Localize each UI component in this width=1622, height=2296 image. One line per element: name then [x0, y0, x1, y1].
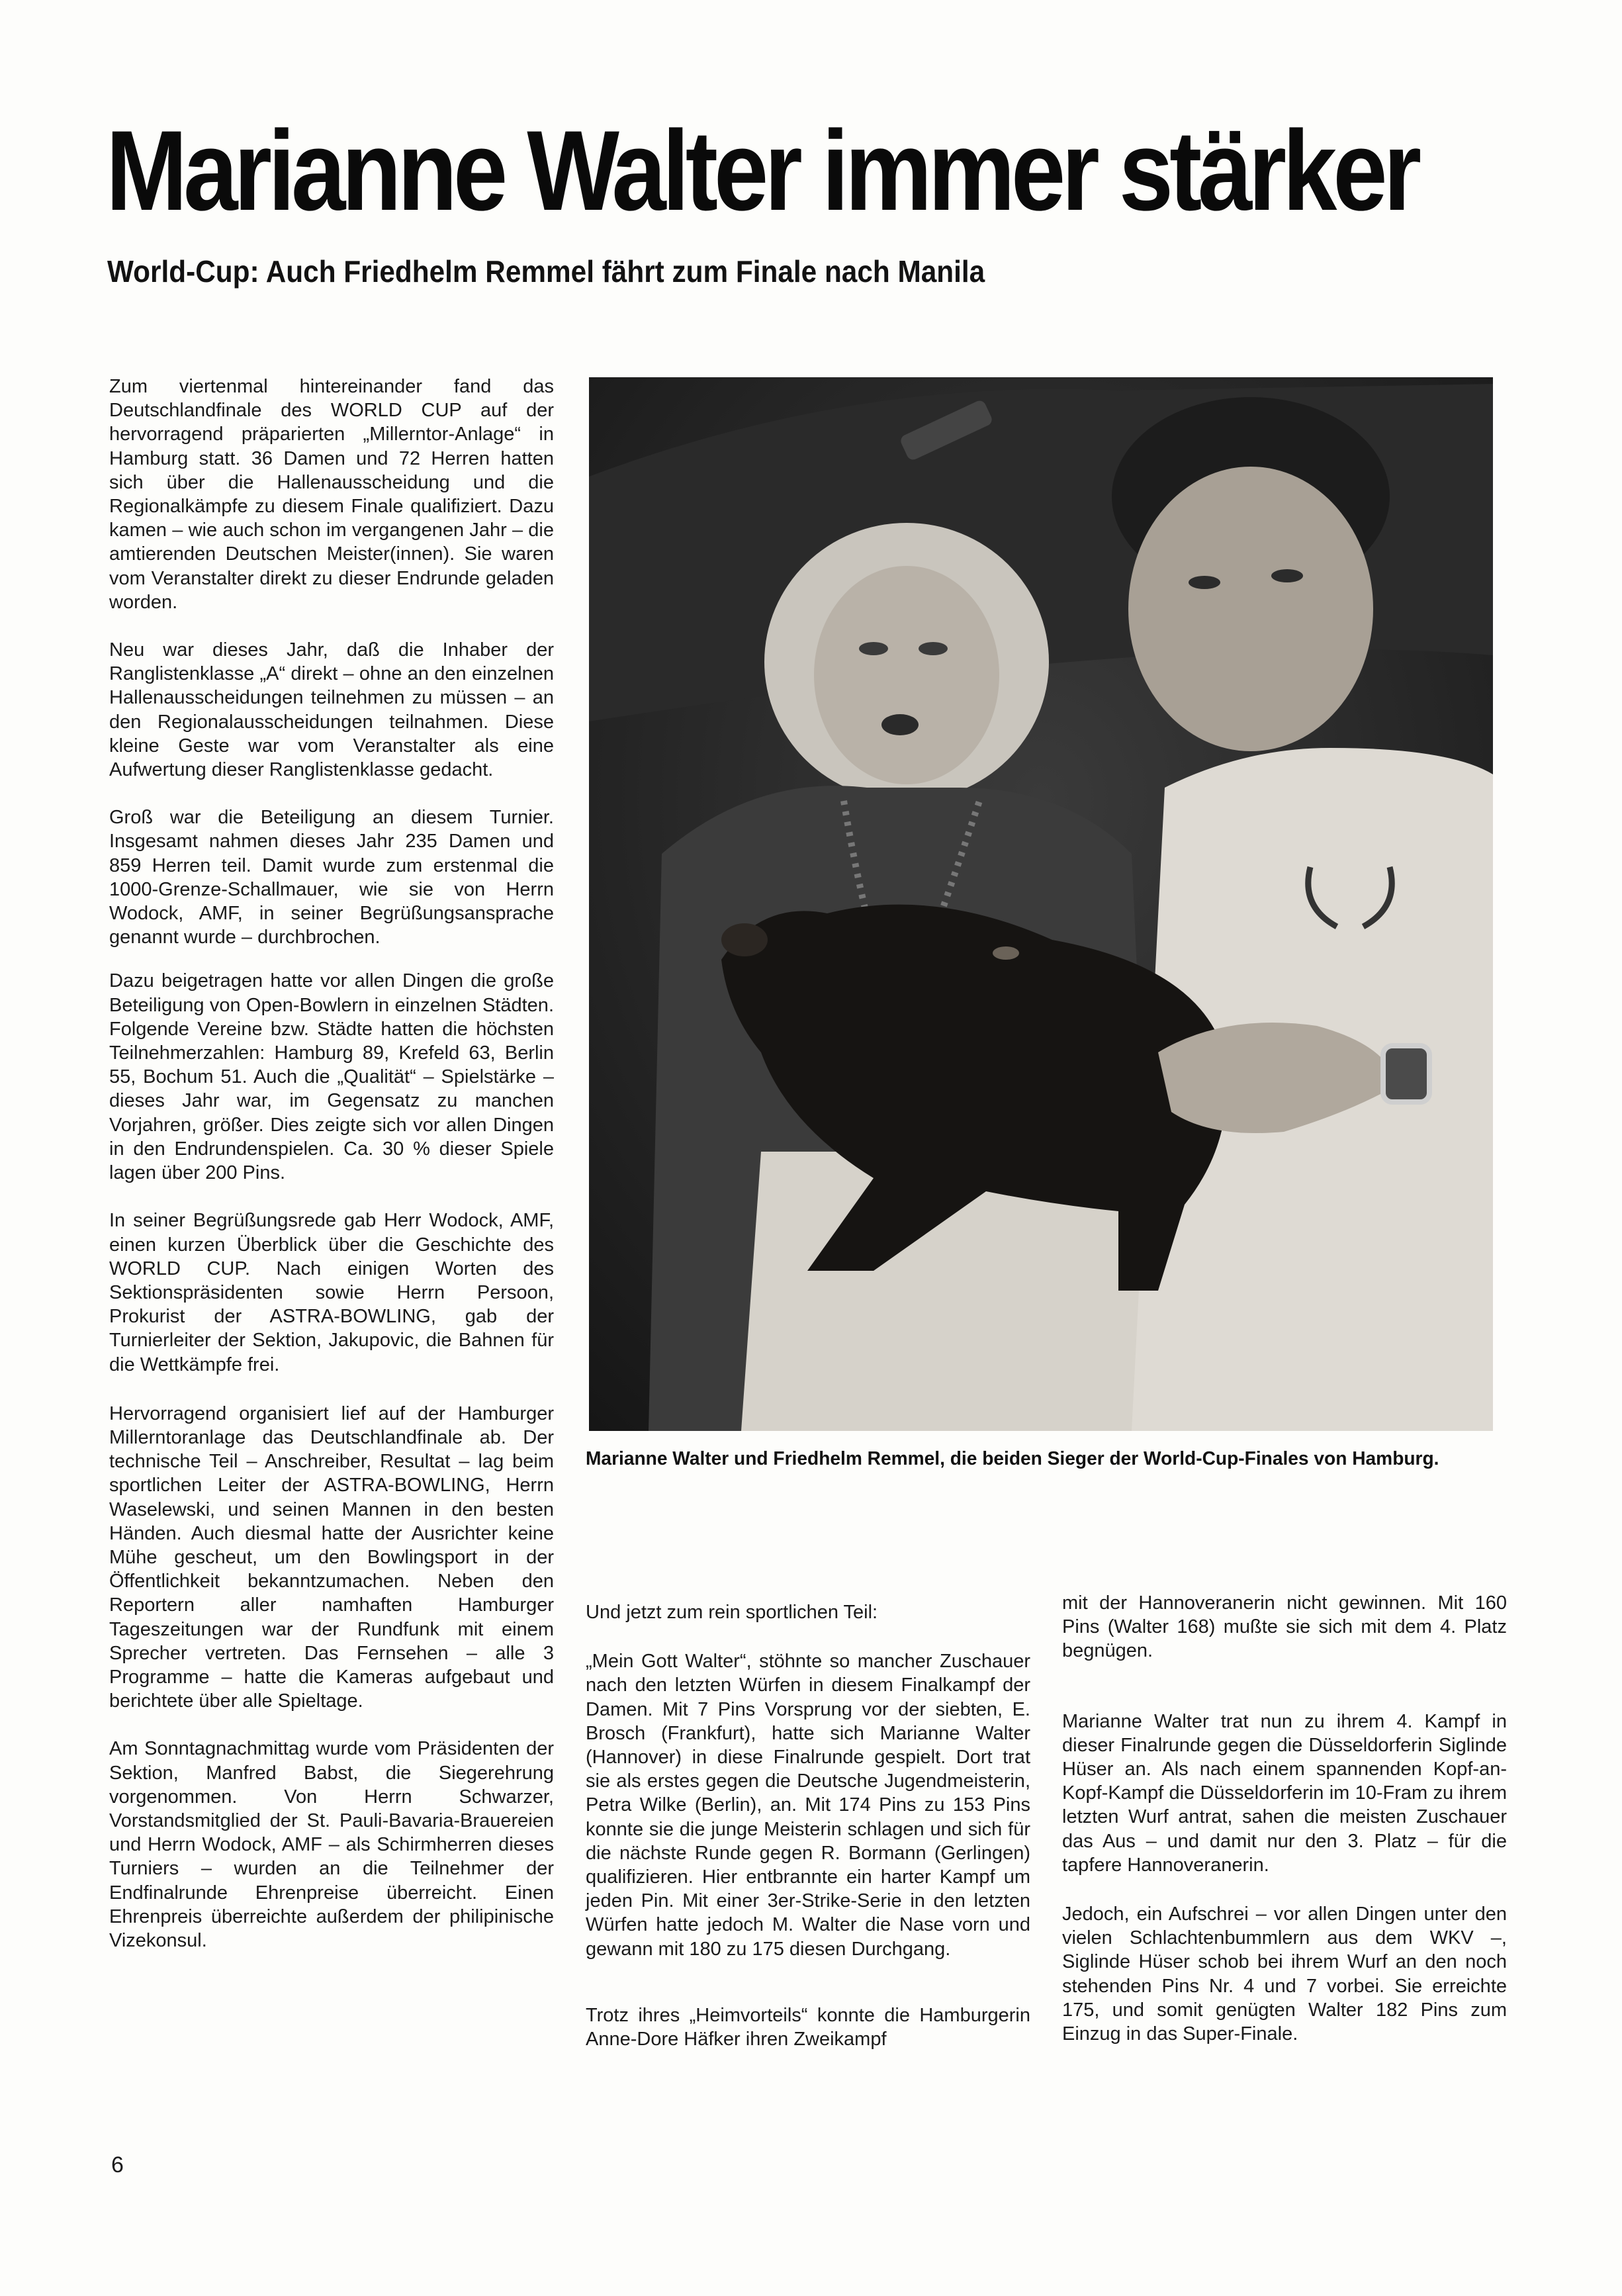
- paragraph: Am Sonntagnachmittag wurde vom Präsidenten der Sektion, Manfred Babst, die Siegerehrung vorgenommen. Von Herrn Schwarzer, Vorstandsmitglied der St. Pauli-Bavaria-Brauereien und Herrn Wodock, AMF – als Schirmherren dieses Turniers – wurden an die Teilnehmer der Endfinalrunde Ehrenpreise überreicht. Einen Ehrenpreis überreichte außerdem der philipinische Vizekonsul.: [109, 1738, 554, 1951]
- paragraph: „Mein Gott Walter“, stöhnte so mancher Zuschauer nach den letzten Würfen in diesem Finalkampf der Damen. Mit 7 Pins Vorsprung vor der siebten, E. Brosch (Frankfurt), hatte sich Marianne Walter (Hannover) in diese Finalrunde gespielt. Dort trat sie als erstes gegen die Deutsche Jugendmeisterin, Petra Wilke (Berlin), an. Mit 174 Pins zu 153 Pins konnte sie die junge Meisterin schlagen und sich für die nächste Runde gegen R. Bormann (Gerlingen) qualifizieren. Hier entbrannte ein harter Kampf um jeden Pin. Mit einer 3er-Strike-Serie in den letzten Würfen hatte jedoch M. Walter die Nase vorn und gewann mit 180 zu 175 diesen Durchgang.: [586, 1651, 1030, 1960]
- paragraph: Groß war die Beteiligung an diesem Turnier. Insgesamt nahmen dieses Jahr 235 Damen und 859 Herren teil. Damit wurde zum erstenmal die 1000-Grenze-Schallmauer, wie sie von Herrn Wodock, AMF, in seiner Begrüßungsansprache genannt wurde – durchbrochen.: [109, 807, 554, 948]
- paragraph: In seiner Begrüßungsrede gab Herr Wodock, AMF, einen kurzen Überblick über die Geschichte des WORLD CUP. Nach einigen Worten des Sektionspräsidenten sowie Herrn Persoon, Prokurist der ASTRA-BOWLING, gab der Turnierleiter der Sektion, Jakupovic, die Bahnen für die Wettkämpfe frei.: [109, 1210, 554, 1375]
- paragraph: Trotz ihres „Heimvorteils“ konnte die Hamburgerin Anne-Dore Häfker ihren Zweikampf: [586, 2004, 1030, 2050]
- text-column-middle: [586, 1600, 1030, 2051]
- paragraph: mit der Hannoveranerin nicht gewinnen. Mit 160 Pins (Walter 168) mußte sie sich mit dem 4. Platz begnügen.: [1062, 1592, 1507, 1662]
- paragraph: Jedoch, ein Aufschrei – vor allen Dingen unter den vielen Schlachtenbummlern aus dem WKV –, Siglinde Hüser schob bei ihrem Wurf an den noch stehenden Pins Nr. 4 und 7 vorbei. Sie erreichte 175, und somit genügten Walter 182 Pins zum Einzug in das Super-Finale.: [1062, 1904, 1507, 2045]
- paragraph: Zum viertenmal hintereinander fand das Deutschlandfinale des WORLD CUP auf der hervorragend präparierten „Millerntor-Anlage“ in Hamburg statt. 36 Damen und 72 Herren hatten sich über die Hallenausscheidung und die Regionalkämpfe zu diesem Finale qualifiziert. Dazu kamen – wie auch schon im vergangenen Jahr – die amtierenden Deutschen Meister(innen). Sie waren vom Veranstalter direkt zu dieser Endrunde geladen worden.: [109, 376, 554, 613]
- article-title: Marianne Walter immer stärker: [106, 107, 1418, 234]
- page-number: 6: [111, 2152, 124, 2178]
- article-photo: [589, 377, 1493, 1431]
- photo-caption: Marianne Walter und Friedhelm Remmel, die beiden Sieger der World-Cup-Finales von Hamburg.: [586, 1448, 1439, 1469]
- text-column-right: [1062, 1591, 1507, 2046]
- photo-illustration: [589, 377, 1493, 1431]
- text-column-left: [109, 375, 554, 1952]
- paragraph: Dazu beigetragen hatte vor allen Dingen die große Beteiligung von Open-Bowlern in einzelnen Städten. Folgende Vereine bzw. Städte hatten die höchsten Teilnehmerzahlen: Hamburg 89, Krefeld 63, Berlin 55, Bochum 51. Auch die „Qualität“ – Spielstärke – dieses Jahr war, im Gegensatz zu manchen Vorjahren, größer. Dies zeigte sich vor allen Dingen in den Endrundenspielen. Ca. 30 % dieser Spiele lagen über 200 Pins.: [109, 970, 554, 1184]
- paragraph: Und jetzt zum rein sportlichen Teil:: [586, 1602, 878, 1623]
- paragraph: Neu war dieses Jahr, daß die Inhaber der Ranglistenklasse „A“ direkt – ohne an den einzelnen Hallenausscheidungen teilnehmen zu müssen – an den Regionalausscheidungen teilnahmen. Diese kleine Geste war vom Veranstalter als eine Aufwertung dieser Ranglistenklasse gedacht.: [109, 639, 554, 781]
- article-subtitle: World-Cup: Auch Friedhelm Remmel fährt zum Finale nach Manila: [107, 254, 985, 289]
- paragraph: Marianne Walter trat nun zu ihrem 4. Kampf in dieser Finalrunde gegen die Düsseldorferin Siglinde Hüser an. Als nach einem spannenden Kopf-an-Kopf-Kampf die Düsseldorferin im 10-Fram zu ihrem letzten Wurf antrat, sahen die meisten Zuschauer das Aus – und damit nur den 3. Platz – für die tapfere Hannoveranerin.: [1062, 1710, 1507, 1876]
- paragraph: Hervorragend organisiert lief auf der Hamburger Millerntoranlage das Deutschlandfinale ab. Der technische Teil – Anschreiber, Resultat – lag beim sportlichen Leiter der ASTRA-BOWLING, Herrn Waselewski, und seinen Mannen in den besten Händen. Auch diesmal hatte der Ausrichter keine Mühe gescheut, um den Bowlingsport in der Öffentlichkeit bekanntzumachen. Neben den Reportern aller namhaften Hamburger Tageszeitungen war der Rundfunk mit einem Sprecher vertreten. Das Fernsehen – alle 3 Programme – hatte die Kameras aufgebaut und berichtete über alle Spieltage.: [109, 1402, 554, 1712]
